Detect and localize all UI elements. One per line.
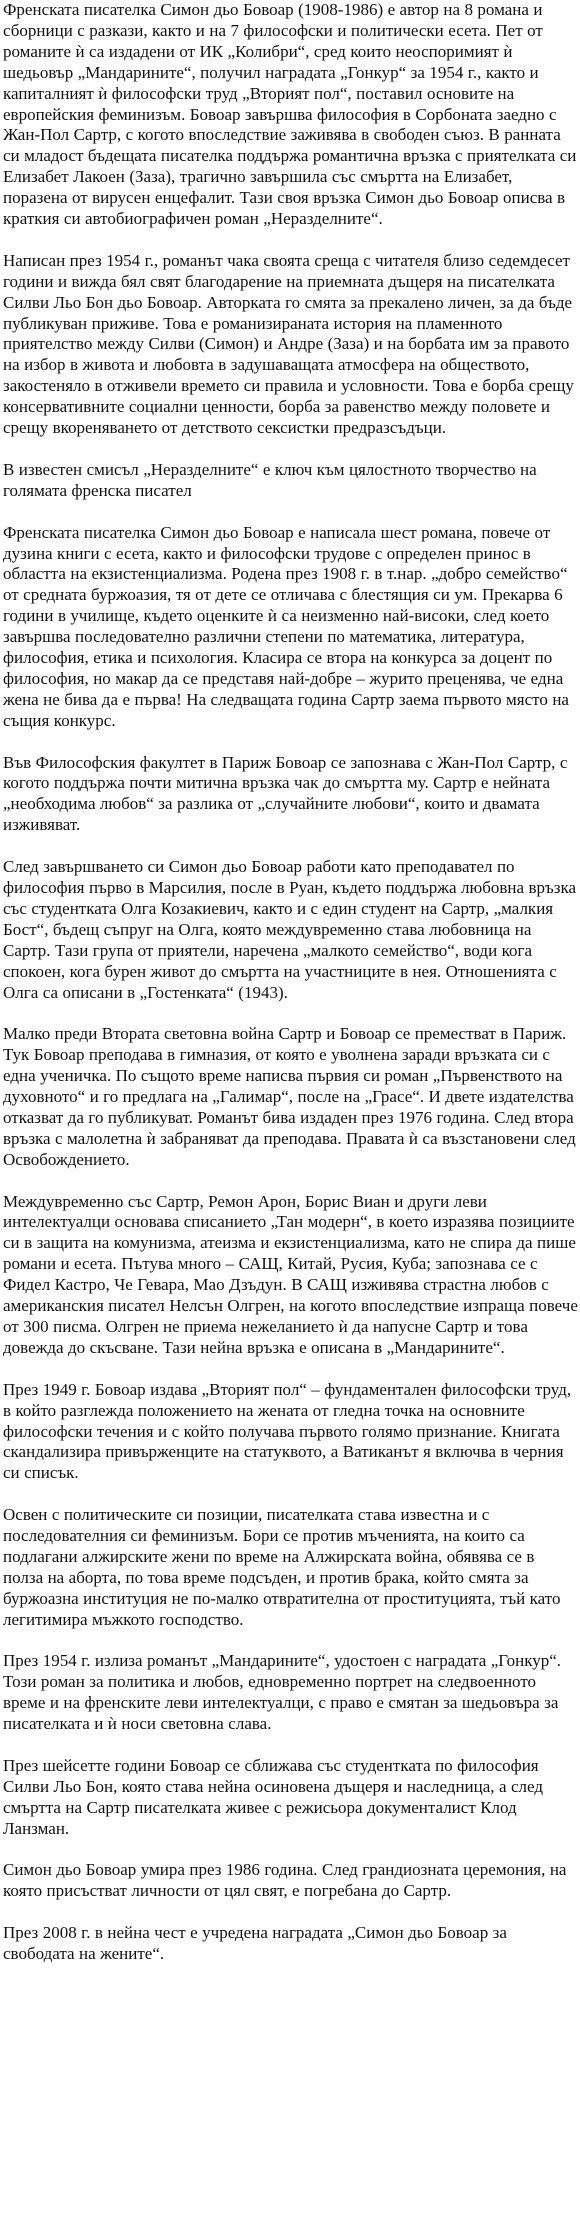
paragraph-temps-modernes: Междувременно със Сартр, Ремон Арон, Борис Виан и други леви интелектуалци основава списанието „Тан модерн“, в което изразява позициите си в защита на комунизма, атеизма и екзистенциализма, като не спира да пише романи и есета. Пътува много – САЩ, Китай, Русия, Куба; запознава се с Фидел Кастро, Че Гевара, Мао Дзъдун. В САЩ изживява страстна любов с американския писател Нелсън Олгрен, на когото впоследствие изпраща повече от 300 писма. Олгрен не приема нежеланието ѝ да напусне Сартр и това довежда до скъсване. Тази нейна връзка е описана в „Мандарините“. [3, 1191, 578, 1357]
paragraph-prewar-paris: Малко преди Втората световна война Сартр и Бовоар се преместват в Париж. Тук Бовоар преподава в гимназия, от която е уволнена заради връзката си с една ученичка. По същото време написва първия си роман „Първенството на духовното“ и го предлага на „Галимар“, после на „Грасе“. И двете издателства отказват да го публикуват. Романът бива издаден през 1976 година. След втора връзка с малолетна ѝ забраняват да преподава. Правата ѝ са възстановени след Освобождението. [3, 1024, 576, 1169]
paragraph-teaching-career: След завършването си Симон дьо Бовоар работи като преподавател по философия първо в Марсилия, после в Руан, където поддържа любовна връзка със студентката Олга Козакиевич, както и с един студент на Сартр, „малкия Бост“, бъдещ съпруг на Олга, която междувременно става любовница на Сартр. Тази група от приятели, наречена „малкото семейство“, води кога спокоен, кога бурен живот до смъртта на участниците в нея. Отношенията с Олга са описани в „Гостенката“ (1943). [3, 857, 577, 1002]
paragraph-meeting-sartre: Във Философския факултет в Париж Бовоар се запознава с Жан-Пол Сартр, с когото поддържа почти митична връзка чак до смъртта му. Сартр е нейната „необходима любов“ за разлика от „случайните любови“, които и двамата изживяват. [3, 752, 568, 835]
paragraph-second-sex: През 1949 г. Бовоар издава „Вторият пол“ – фундаментален философски труд, в който разглежда положението на жената от гледна точка на основните философски течения и с който получава първото голямо признание. Книгата скандализира привърженците на статуквото, а Ватиканът я включва в черния си списък. [3, 1379, 572, 1483]
paragraph-intro: Френската писателка Симон дьо Бовоар (1908-1986) е автор на 8 романа и сборници с разкази, както и на 7 философски и политически есета. Пет от романите ѝ са издадени от ИК „Колибри“, сред които неоспоримият ѝ шедьовър „Мандарините“, получил наградата „Гонкур“ за 1954 г., както и капиталният ѝ философски труд „Вторият пол“, поставил основите на европейския феминизъм. Бовоар завършва философия в Сорбоната заедно с Жан-Пол Сартр, с когото впоследствие заживява в свободен съюз. В ранната си младост бъдещата писателка поддържа романтична връзка с приятелката си Елизабет Лакоен (Заза), трагично завършила със смъртта на Елизабет, поразена от вирусен енцефалит. Тази своя връзка Симон дьо Бовоар описва в краткия си автобиографичен роман „Неразделните“. [3, 0, 577, 229]
paragraph-novel-history: Написан през 1954 г., романът чака своята среща с читателя близо седемдесет години и вижда бял свят благодарение на приемната дъщеря на писателката Силви Льо Бон дьо Бовоар. Авторката го смята за прекалено личен, за да бъде публикуван приживе. Това е романизираната история на пламенното приятелство между Силви (Симон) и Андре (Заза) и на борбата им за правото на избор в живота и любовта в задушаващата атмосфера на обществото, закостеняло в отживели времето си правила и условности. Това е борба срещу консервативните социални ценности, борба за равенство между половете и срещу вкореняването от детството сексистки предразсъдъци. [3, 250, 574, 438]
paragraph-mandarins: През 1954 г. излиза романът „Мандарините“, удостоен с наградата „Гонкур“. Този роман за политика и любов, едновременно портрет на следвоенното време и на френските леви интелектуалци, с право е смятан за шедьовъра за писателката и ѝ носи световна слава. [3, 1651, 562, 1734]
paragraph-key-to-work: В известен смисъл „Неразделните“ е ключ към цялостното творчество на голямата френска писател [3, 459, 537, 500]
paragraph-biography-education: Френската писателка Симон дьо Бовоар е написала шест романа, повече от дузина книги с есета, както и философски трудове с определен принос в областта на екзистенциализма. Родена през 1908 г. в т.нар. „добро семейство“ от средната буржоазия, тя от дете се отличава с блестящия си ум. Прекарва 6 години в училище, където оценките ѝ са неизменно най-високи, след което завършва последователно различни степени по математика, литература, философия, етика и психология. Класира се втора на конкурса за доцент по философия, но макар да се представя най-добре – журито преценява, че една жена не бива да е първа! На следващата година Сартр заема първото място на същия конкурс. [3, 522, 569, 730]
paragraph-award: През 2008 г. в нейна чест е учредена наградата „Симон дьо Бовоар за свободата на жените“. [3, 1923, 507, 1964]
paragraph-later-years: През шейсетте години Бовоар се сближава със студентката по философия Силви Льо Бон, която става нейна осиновена дъщеря и наследница, а след смъртта на Сартр писателката живее с режисьора документалист Клод Ланзман. [3, 1755, 543, 1838]
paragraph-death: Симон дьо Бовоар умира през 1986 година. След грандиозната церемония, на която присъстват личности от цял свят, е погребана до Сартр. [3, 1860, 567, 1901]
paragraph-feminism: Освен с политическите си позиции, писателката става известна и с последователния си феминизъм. Бори се против мъченията, на които са подлагани алжирските жени по време на Алжирската война, обявява се в полза на аборта, по това време подсъден, и против брака, който смята за буржоазна институция не по-малко отвратителна от проституцията, тъй като легитимира мъжкото господство. [3, 1505, 561, 1629]
